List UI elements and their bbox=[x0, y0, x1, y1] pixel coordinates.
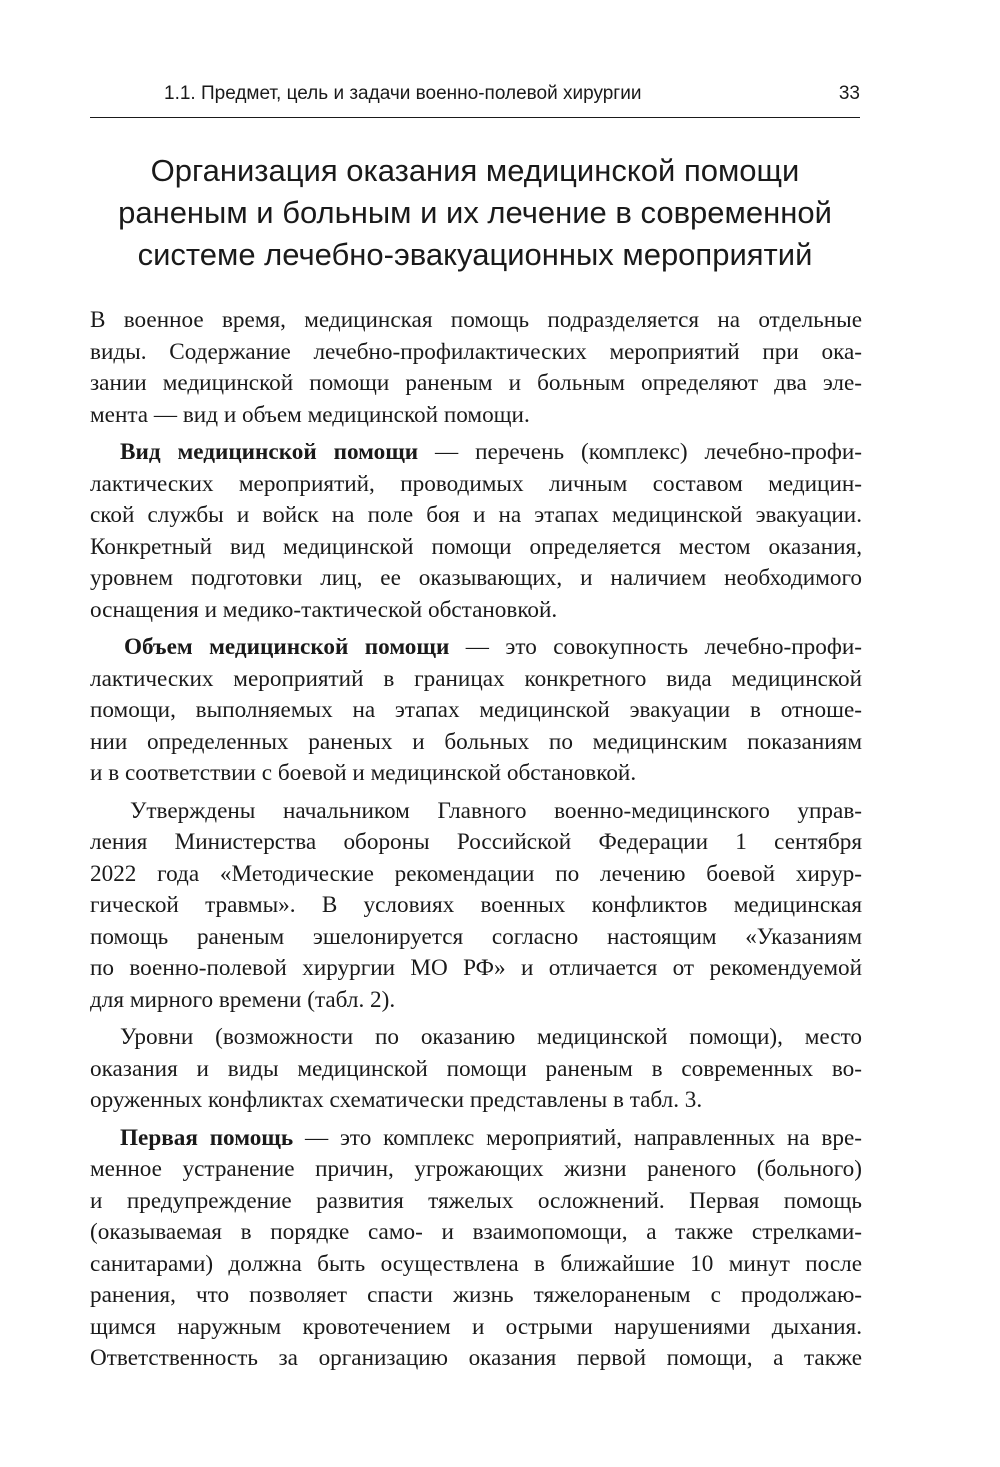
text-line: Уровни (возможности по оказанию медицинской помощи), место bbox=[120, 1024, 862, 1050]
text-line: лактических мероприятий в границах конкретного вида медицинской bbox=[90, 665, 862, 692]
text-line: оруженных конфликтах схематически представлены в табл. 3. bbox=[90, 1087, 703, 1113]
text-line: менное устранение причин, угрожающих жизни раненого (больного) bbox=[90, 1156, 862, 1182]
text-line: гической травмы». В условиях военных конфликтов медицинская bbox=[90, 892, 862, 918]
text-line bbox=[90, 1123, 862, 1155]
text-line: оказания и виды медицинской помощи раненым в современных во- bbox=[90, 1055, 862, 1082]
page-number: 33 bbox=[838, 83, 860, 104]
text-line: (оказываемая в порядке само- и взаимопомощи, а также стрелками- bbox=[90, 1219, 862, 1245]
text-line: ской службы и войск на поле боя и на этапах медицинской эвакуации. bbox=[90, 502, 862, 528]
paragraph bbox=[90, 1022, 862, 1117]
paragraph bbox=[90, 305, 862, 431]
text-line: мента — вид и объем медицинской помощи. bbox=[90, 401, 530, 428]
running-header bbox=[90, 78, 860, 118]
text-line: помощь раненым эшелонируется согласно настоящим «Указаниям bbox=[90, 923, 862, 950]
text-line: для мирного времени (табл. 2). bbox=[90, 986, 396, 1013]
text-line: оснащения и медико-тактической обстановкой. bbox=[90, 596, 558, 623]
text-line: В военное время, медицинская помощь подразделяется на отдельные bbox=[90, 307, 862, 333]
text-line: виды. Содержание лечебно-профилактических мероприятий при ока- bbox=[90, 338, 862, 365]
text-line: и предупреждение развития тяжелых осложнений. Первая помощь bbox=[90, 1187, 862, 1214]
text-line: по военно-полевой хирургии МО РФ» и отличается от рекомендуемой bbox=[90, 955, 862, 981]
text-line: зании медицинской помощи раненым и больным определяют два эле- bbox=[90, 370, 862, 396]
text-line: щимся наружным кровотечением и острыми нарушениями дыхания. bbox=[90, 1313, 862, 1340]
text-line: помощи, выполняемых на этапах медицинской эвакуации в отноше- bbox=[90, 697, 862, 723]
text-fragment: — перечень (комплекс) лечебно-профи- bbox=[418, 439, 862, 465]
text-line bbox=[90, 632, 862, 664]
text-line bbox=[90, 437, 862, 469]
text-line: 2022 года «Методические рекомендации по лечению боевой хирур- bbox=[90, 860, 862, 887]
heading-line: Организация оказания медицинской помощи bbox=[150, 153, 800, 188]
defined-term: Первая помощь bbox=[120, 1124, 294, 1151]
text-line: нии определенных раненых и больных по медицинским показаниям bbox=[90, 728, 862, 755]
text-line: и в соответствии с боевой и медицинской обстановкой. bbox=[90, 760, 637, 786]
heading-line: раненым и больным и их лечение в современной bbox=[118, 195, 832, 230]
text-line: Ответственность за организацию оказания первой помощи, а также bbox=[90, 1345, 862, 1371]
text-fragment: — это совокупность лечебно-профи- bbox=[449, 634, 862, 660]
text-line: Конкретный вид медицинской помощи определяется местом оказания, bbox=[90, 533, 862, 560]
text-line: ранения, что позволяет спасти жизнь тяжелораненым с продолжаю- bbox=[90, 1282, 862, 1308]
defined-term: Вид медицинской помощи bbox=[120, 439, 419, 465]
paragraph bbox=[90, 796, 862, 1017]
body-text bbox=[90, 305, 862, 1381]
text-line: уровнем подготовки лиц, ее оказывающих, и наличием необходимого bbox=[90, 565, 862, 591]
paragraph bbox=[90, 437, 862, 626]
text-line: ления Министерства обороны Российской Федерации 1 сентября bbox=[90, 829, 862, 855]
running-title: 1.1. Предмет, цель и задачи военно-полевой хирургии bbox=[164, 83, 642, 104]
defined-term: Объем медицинской помощи bbox=[124, 634, 450, 660]
text-line: лактических мероприятий, проводимых личным составом медицин- bbox=[90, 470, 862, 497]
paragraph bbox=[90, 1123, 862, 1375]
section-heading bbox=[90, 150, 860, 276]
text-fragment: — это комплекс мероприятий, направленных на вре- bbox=[293, 1124, 862, 1151]
header-rule bbox=[90, 117, 860, 118]
text-line: Утверждены начальником Главного военно-медицинского управ- bbox=[130, 797, 862, 824]
text-line: санитарами) должна быть осуществлена в ближайшие 10 минут после bbox=[90, 1250, 862, 1277]
heading-line: системе лечебно-эвакуационных мероприятий bbox=[137, 237, 813, 272]
paragraph bbox=[90, 632, 862, 790]
